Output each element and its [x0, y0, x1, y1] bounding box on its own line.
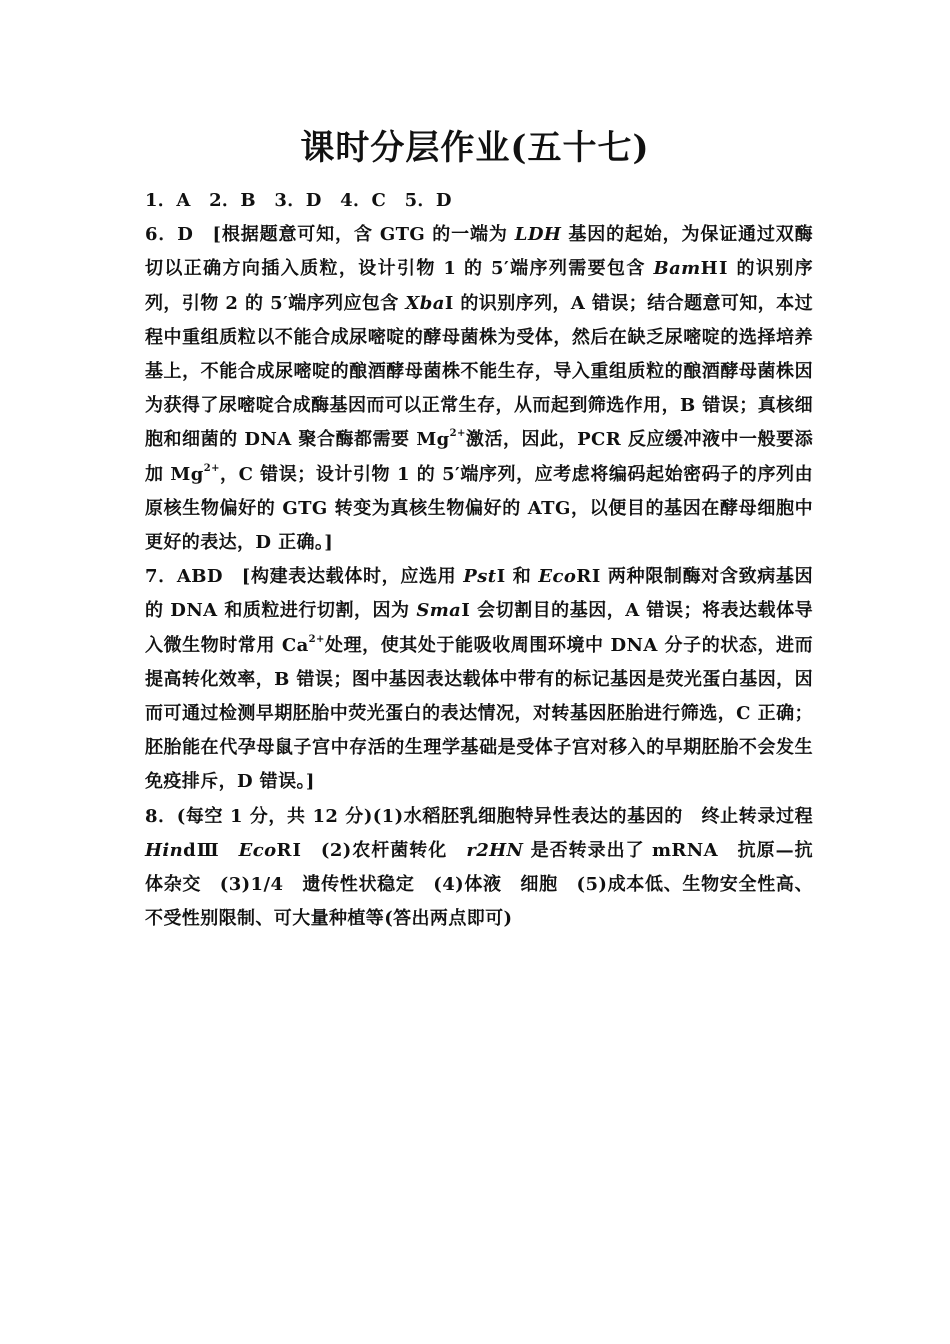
enzyme-eco: Eco [238, 839, 277, 861]
answer-8-text: RⅠ (2)农杆菌转化 [276, 839, 467, 861]
answer-content [145, 184, 832, 936]
gene-r2hn: r2HN [466, 839, 524, 861]
superscript: 2+ [449, 428, 466, 440]
enzyme-sma: Sma [416, 600, 462, 622]
superscript: 2+ [203, 462, 220, 474]
answer-8-text: dⅢ [183, 839, 239, 861]
answer-7-text: Ⅰ 和 [496, 566, 539, 588]
enzyme-eco: Eco [538, 566, 577, 588]
enzyme-pst: Pst [463, 566, 497, 588]
answer-7-text: 7．ABD [构建表达载体时，应选用 [145, 566, 464, 588]
gene-ldh: LDH [514, 224, 562, 246]
answer-8-text: 是否转录出了 mRNA 抗原—抗体杂交 (3)1/4 遗传性状稳定 (4)体液 细胞 (5)成本低、生物安全性高、不受性别限制、可大量种植等(答出两点即可) [145, 839, 813, 930]
answer-8 [145, 800, 832, 937]
answer-7 [145, 560, 813, 799]
superscript: 2+ [308, 633, 325, 645]
answer-6 [145, 218, 813, 560]
enzyme-bam: Bam [653, 258, 701, 280]
enzyme-hin: Hin [145, 839, 184, 861]
answer-7-text: 处理，使其处于能吸收周围环境中 DNA 分子的状态，进而提高转化效率，B 错误；图中基因表达载体中带有的标记基因是荧光蛋白基因，因而可通过检测早期胚胎中荧光蛋白的表达情况，对转基因胚胎进行筛选，C 正确；胚胎能在代孕母鼠子宫中存活的生理学基础是受体子宫对移入的早期胚胎不会发生免疫排斥，D 错误。] [145, 634, 813, 793]
answer-6-text: 激活，因此，PCR 反应缓冲液中一般要添加 Mg [145, 429, 813, 485]
page-title: 课时分层作业(五十七) [300, 128, 650, 168]
answer-6-text: 基因的起始，为保证通过双酶切以正确方向插入质粒，设计引物 1 的 5′端序列需要包含 [145, 224, 813, 280]
answers-1-5: 1．A 2．B 3．D 4．C 5．D [145, 190, 452, 211]
enzyme-xba: Xba [405, 292, 445, 314]
answer-7-text: RⅠ 两种限制酶对含致病基因的 DNA 和质粒进行切割，因为 [145, 566, 813, 622]
answer-8-text: 8．(每空 1 分，共 12 分)(1)水稻胚乳细胞特异性表达的基因的 终止转录过程 [145, 805, 832, 827]
answer-6-text: ，C 错误；设计引物 1 的 5′端序列，应考虑将编码起始密码子的序列由原核生物偏好的 GTG 转变为真核生物偏好的 ATG，以便目的基因在酵母细胞中更好的表达，D 正确。] [145, 463, 813, 554]
answer-7-text: Ⅰ 会切割目的基因，A 错误；将表达载体导入微生物时常用 Ca [145, 600, 813, 656]
answer-6-text: Ⅰ 的识别序列，A 错误；结合题意可知，本过程中重组质粒以不能合成尿嘧啶的酵母菌株为受体，然后在缺乏尿嘧啶的选择培养基上，不能合成尿嘧啶的酿酒酵母菌株不能生存，导入重组质粒的酿酒酵母菌株因为获得了尿嘧啶合成酶基因而可以正常生存，从而起到筛选作用，B 错误；真核细胞和细菌的 DNA 聚合酶都需要 Mg [145, 292, 813, 451]
answer-6-text: HⅠ 的识别序列，引物 2 的 5′端序列应包含 [145, 258, 814, 314]
answer-6-text: 6．D [根据题意可知，含 GTG 的一端为 [145, 224, 515, 246]
